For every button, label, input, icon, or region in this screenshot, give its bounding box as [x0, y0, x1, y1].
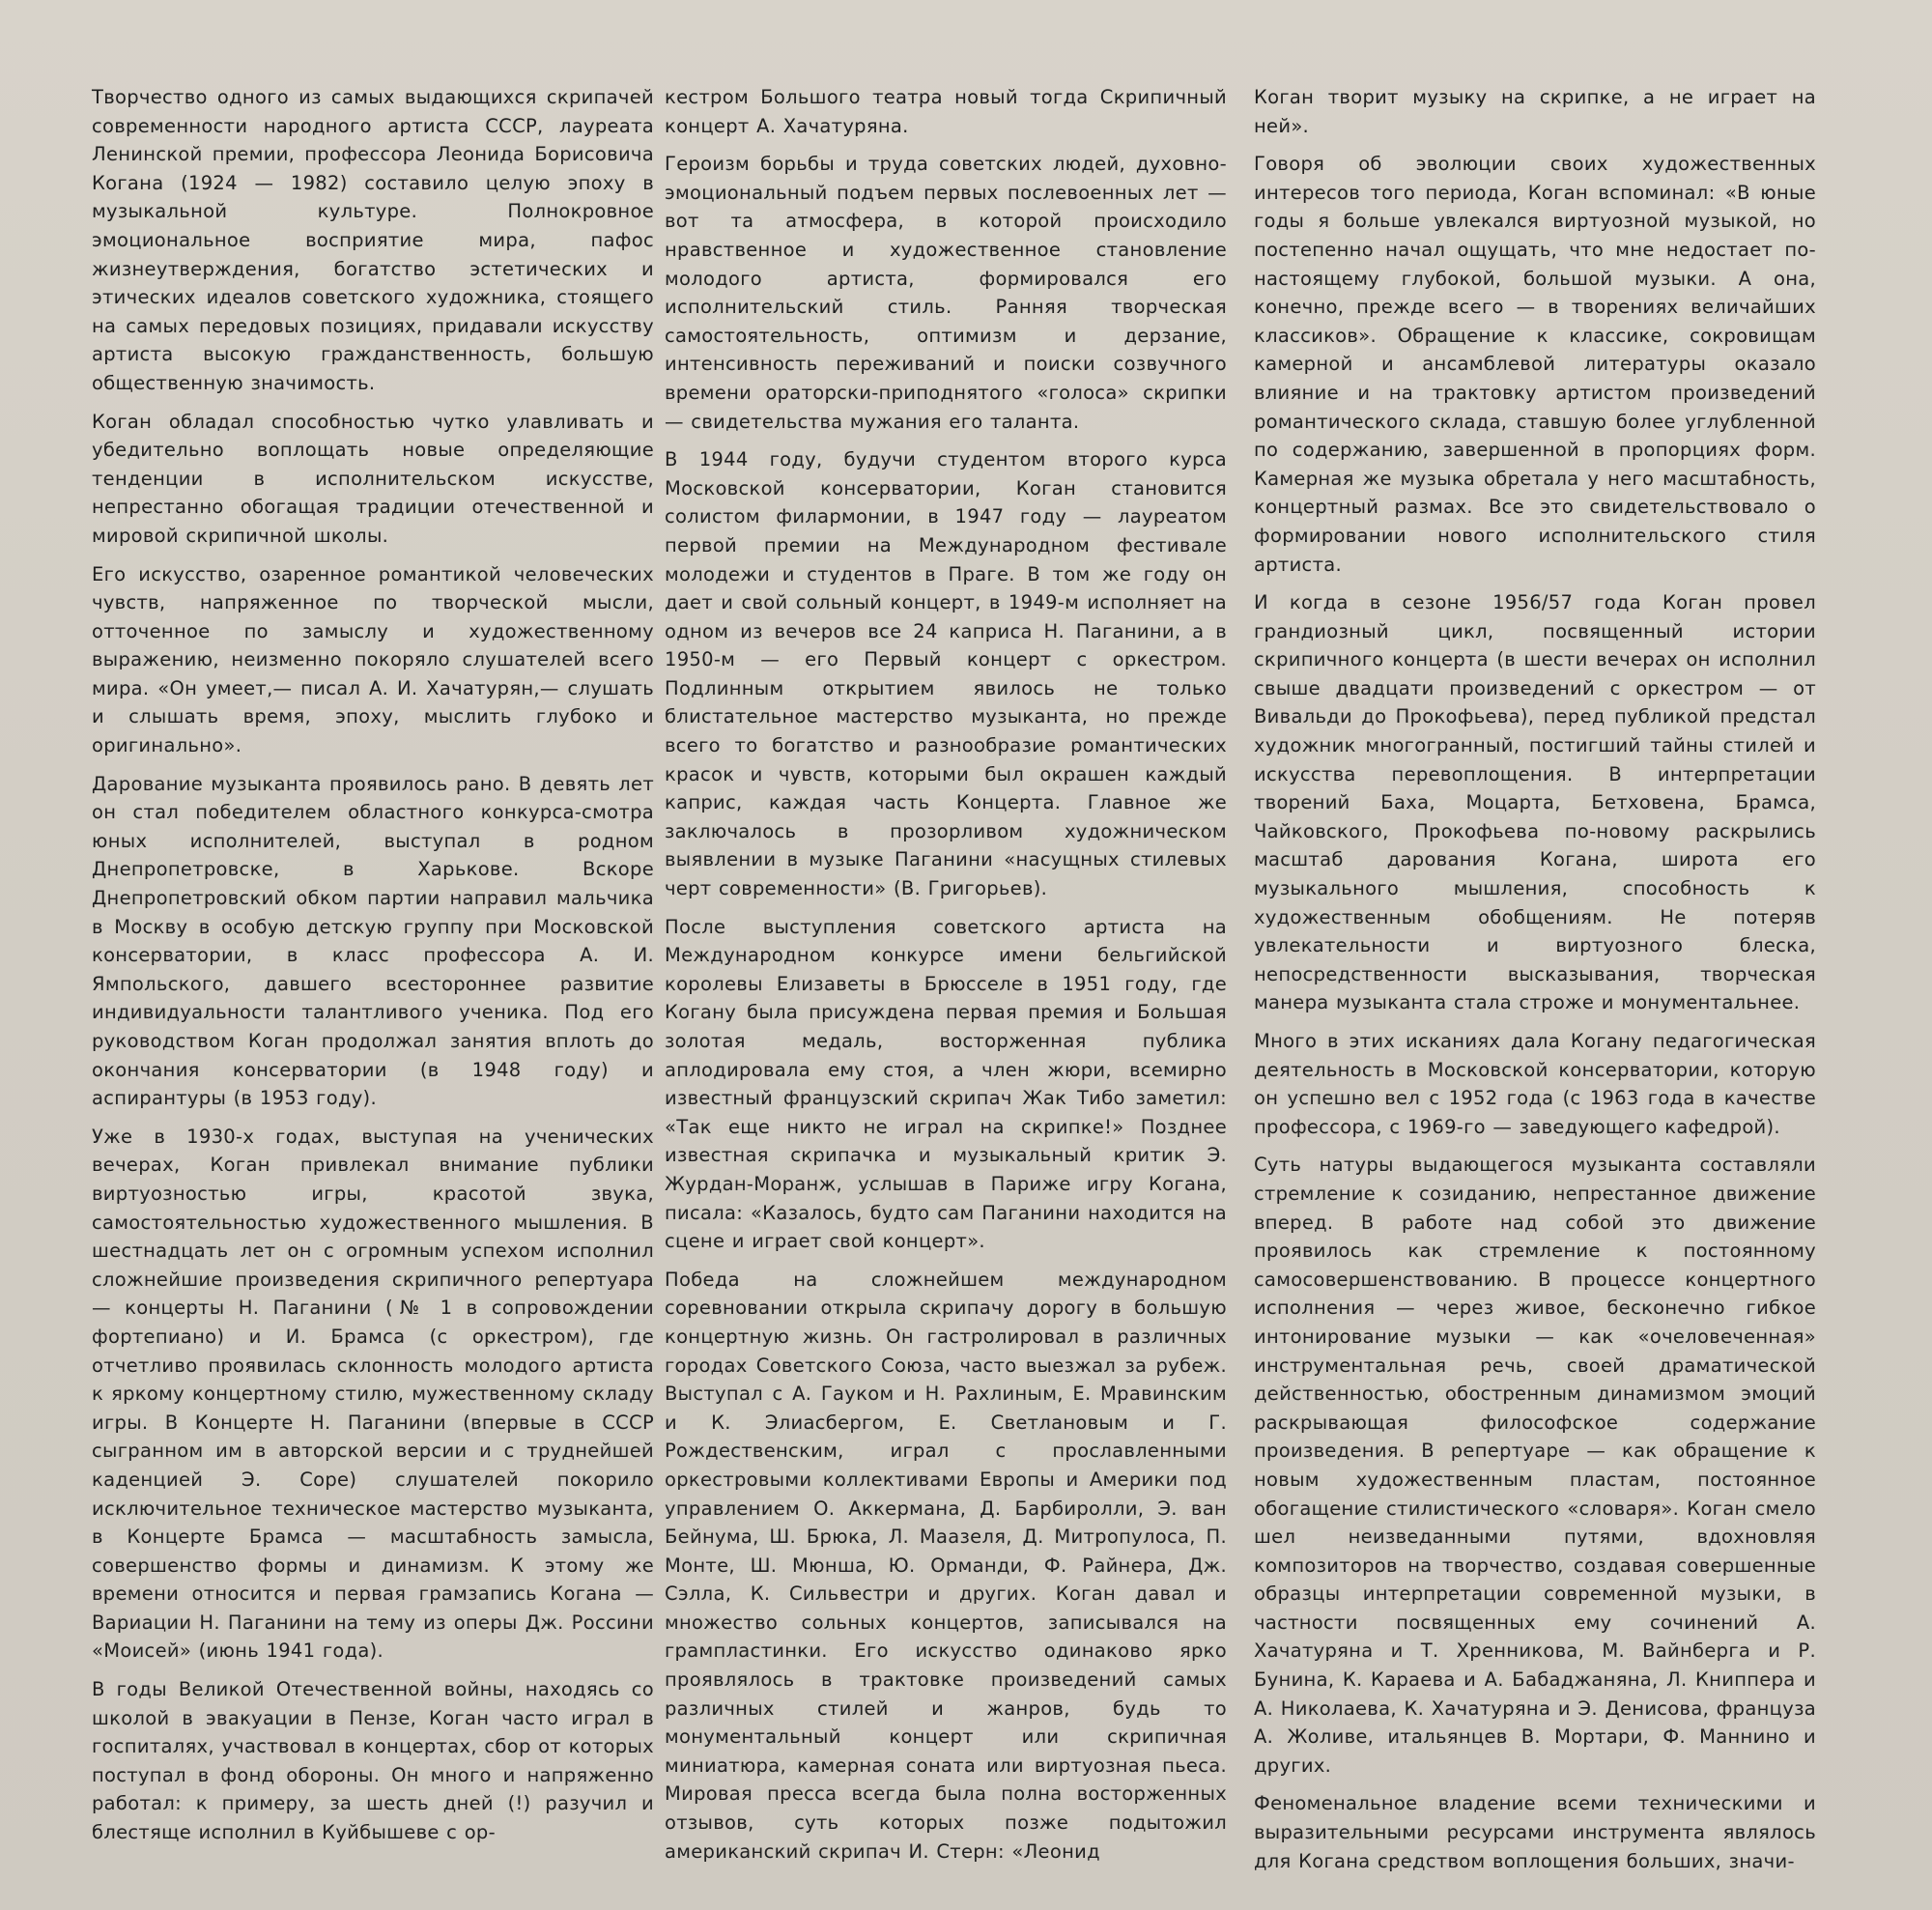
text-column-3 — [1254, 83, 1816, 1885]
paragraph: Суть натуры выдающегося музыканта составляли стремление к созиданию, непрестанное движение вперед. В работе над собой это движение проявилось как стремление к постоянному самосовершенствованию. В процессе концертного исполнения — через живое, бесконечно гибкое интонирование музыки — как «очеловеченная» инструментальная речь, своей драматической действенностью, обостренным динамизмом эмоций раскрывающая философское содержание произведения. В репертуаре — как обращение к новым художественным пластам, постоянное обогащение стилистического «словаря». Коган смело шел неизведанными путями, вдохновляя композиторов на творчество, создавая совершенные образцы интерпретации современной музыки, в частности посвященных ему сочинений А. Хачатуряна и Т. Хренникова, М. Вайнберга и Р. Бунина, К. Караева и А. Бабаджаняна, Л. Книппера и А. Николаева, К. Хачатуряна и Э. Денисова, француза А. Жоливе, итальянцев В. Мортари, Ф. Маннино и других. — [1254, 1154, 1816, 1777]
paragraph: Дарование музыканта проявилось рано. В девять лет он стал победителем областного конкурса-смотра юных исполнителей, выступал в родном Днепропетровске, в Харькове. Вскоре Днепропетровский обком партии направил мальчика в Москву в особую детскую группу при Московской консерватории, в класс профессора А. И. Ямпольского, давшего всестороннее развитие индивидуальности талантливого ученика. Под его руководством Коган продолжал занятия вплоть до окончания консерватории (в 1948 году) и аспирантуры (в 1953 году). — [92, 772, 654, 1110]
paragraph: Уже в 1930-х годах, выступая на ученических вечерах, Коган привлекал внимание публики виртуозностью игры, красотой звука, самостоятельностью художественного мышления. В шестнадцать лет он с огромным успехом исполнил сложнейшие произведения скрипичного репертуара — концерты Н. Паганини (№ 1 в сопровождении фортепиано) и И. Брамса (с оркестром), где отчетливо проявилась склонность молодого артиста к яркому концертному стилю, мужественному складу игры. В Концерте Н. Паганини (впервые в СССР сыгранном им в авторской версии и с труднейшей каденцией Э. Соре) слушателей покорило исключительное техническое мастерство музыканта, в Концерте Брамса — масштабность замысла, совершенство формы и динамизм. К этому же времени относится и первая грамзапись Когана — Вариации Н. Паганини на тему из оперы Дж. Россини «Моисей» (июнь 1941 года). — [92, 1125, 654, 1663]
paragraph: После выступления советского артиста на Международном конкурсе имени бельгийской королевы Елизаветы в Брюсселе в 1951 году, где Когану была присуждена первая премия и Большая золотая медаль, восторженная публика аплодировала ему стоя, а член жюри, всемирно известный французский скрипач Жак Тибо заметил: «Так еще никто не играл на скрипке!» Позднее известная скрипачка и музыкальный критик Э. Журдан-Моранж, услышав в Париже игру Когана, писала: «Казалось, будто сам Паганини находится на сцене и играет свой концерт». — [665, 915, 1227, 1253]
paragraph: Говоря об эволюции своих художественных интересов того периода, Коган вспоминал: «В юные годы я больше увлекался виртуозной музыкой, но постепенно начал ощущать, что мне недостает по-настоящему глубокой, большой музыки. А она, конечно, прежде всего — в творениях величайших классиков». Обращение к классике, сокровищам камерной и ансамблевой литературы оказало влияние и на трактовку артистом произведений романтического склада, ставшую более углубленной по содержанию, завершенной в пропорциях форм. Камерная же музыка обретала у него масштабность, концертный размах. Все это свидетельствовало о формировании нового исполнительского стиля артиста. — [1254, 153, 1816, 576]
paragraph: Его искусство, озаренное романтикой человеческих чувств, напряженное по творческой мысли, отточенное по замыслу и художественному выражению, неизменно покоряло слушателей всего мира. «Он умеет,— писал А. И. Хачатурян,— слушать и слышать время, эпоху, мыслить глубоко и оригинально». — [92, 562, 654, 757]
paragraph: В годы Великой Отечественной войны, находясь со школой в эвакуации в Пензе, Коган часто играл в госпиталях, участвовал в концертах, сбор от которых поступал в фонд обороны. Он много и напряженно работал: к примеру, за шесть дней (!) разучил и блестяще исполнил в Куйбышеве с ор- — [92, 1678, 654, 1844]
paragraph: Творчество одного из самых выдающихся скрипачей современности народного артиста СССР, лауреата Ленинской премии, профессора Леонида Борисовича Когана (1924 — 1982) составило целую эпоху в музыкальной культуре. Полнокровное эмоциональное восприятие мира, пафос жизнеутверждения, богатство эстетических и этических идеалов советского художника, стоящего на самых передовых позициях, придавали искусству артиста высокую гражданственность, большую общественную значимость. — [92, 86, 654, 394]
paragraph: Героизм борьбы и труда советских людей, духовно-эмоциональный подъем первых послевоенных лет — вот та атмосфера, в которой происходило нравственное и художественное становление молодого артиста, формировался его исполнительский стиль. Ранняя творческая самостоятельность, оптимизм и дерзание, интенсивность переживаний и поиски созвучного времени ораторски-приподнятого «голоса» скрипки — свидетельства мужания его таланта. — [665, 153, 1227, 433]
paragraph: И когда в сезоне 1956/57 года Коган провел грандиозный цикл, посвященный истории скрипичного концерта (в шести вечерах он исполнил свыше двадцати произведений с оркестром — от Вивальди до Прокофьева), перед публикой предстал художник многогранный, постигший тайны стилей и искусства перевоплощения. В интерпретации творений Баха, Моцарта, Бетховена, Брамса, Чайковского, Прокофьева по-новому раскрылись масштаб дарования Когана, широта его музыкального мышления, способность к художественным обобщениям. Не потеряв увлекательности и виртуозного блеска, непосредственности высказывания, творческая манера музыканта стала строже и монументальнее. — [1254, 591, 1816, 1014]
paragraph: Победа на сложнейшем международном соревновании открыла скрипачу дорогу в большую концертную жизнь. Он гастролировал в различных городах Советского Союза, часто выезжал за рубеж. Выступал с А. Гауком и Н. Рахлиным, Е. Мравинским и К. Элиасбергом, Е. Светлановым и Г. Рождественским, играл с прославленными оркестровыми коллективами Европы и Америки под управлением О. Аккермана, Д. Барбиролли, Э. ван Бейнума, Ш. Брюка, Л. Маазеля, Д. Митропулоса, П. Монте, Ш. Мюнша, Ю. Орманди, Ф. Райнера, Дж. Сэлла, К. Сильвестри и других. Коган давал и множество сольных концертов, записывался на грампластинки. Его искусство одинаково ярко проявлялось в трактовке произведений самых различных стилей и жанров, будь то монументальный концерт или скрипичная миниатюра, камерная соната или виртуозная пьеса. Мировая пресса всегда была полна восторженных отзывов, суть которых позже подытожил американский скрипач И. Стерн: «Леонид — [665, 1268, 1227, 1863]
paragraph: кестром Большого театра новый тогда Скрипичный концерт А. Хачатуряна. — [665, 86, 1227, 137]
text-column-2 — [665, 83, 1227, 1875]
paragraph: Много в этих исканиях дала Когану педагогическая деятельность в Московской консерватории, которую он успешно вел с 1952 года (с 1963 года в качестве профессора, с 1969-го — заведующего кафедрой). — [1254, 1030, 1816, 1138]
paragraph: В 1944 году, будучи студентом второго курса Московской консерватории, Коган становится солистом филармонии, в 1947 году — лауреатом первой премии на Международном фестивале молодежи и студентов в Праге. В том же году он дает и свой сольный концерт, в 1949-м исполняет на одном из вечеров все 24 каприса Н. Паганини, а в 1950-м — его Первый концерт с оркестром. Подлинным открытием явилось не только блистательное мастерство музыканта, но прежде всего то богатство и разнообразие романтических красок и чувств, которыми был окрашен каждый каприс, каждая часть Концерта. Главное же заключалось в прозорливом художническом выявлении в музыке Паганини «насущных стилевых черт современности» (В. Григорьев). — [665, 448, 1227, 900]
paragraph: Коган обладал способностью чутко улавливать и убедительно воплощать новые определяющие тенденции в исполнительском искусстве, непрестанно обогащая традиции отечественной и мировой скрипичной школы. — [92, 410, 654, 547]
paragraph: Феноменальное владение всеми техническими и выразительными ресурсами инструмента являлось для Когана средством воплощения больших, значи- — [1254, 1792, 1816, 1872]
paragraph: Коган творит музыку на скрипке, а не играет на ней». — [1254, 86, 1816, 137]
text-column-1 — [92, 83, 654, 1857]
